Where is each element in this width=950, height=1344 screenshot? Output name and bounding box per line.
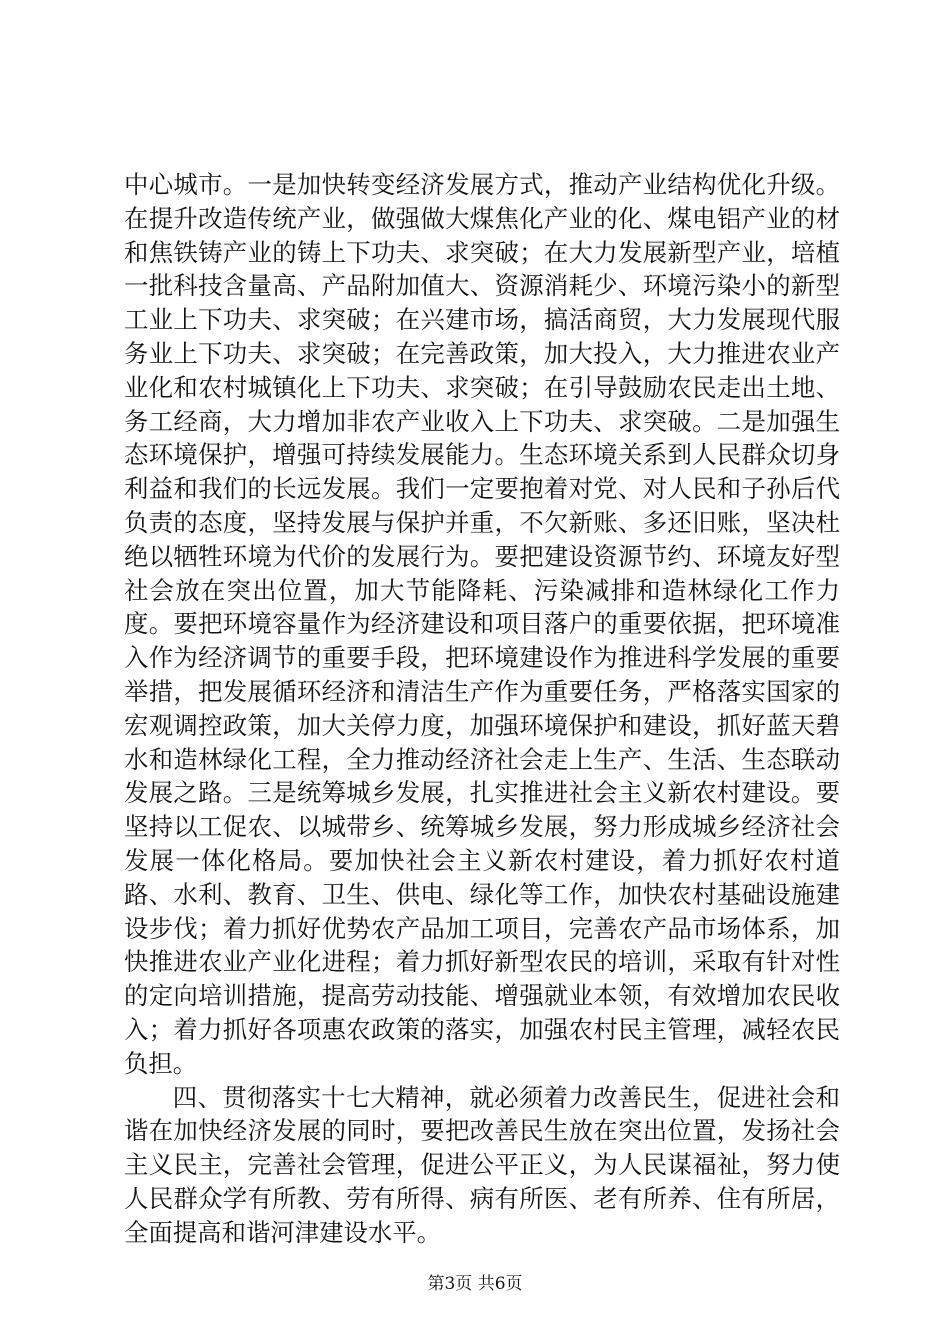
paragraph-2: 四、贯彻落实十七大精神，就必须着力改善民生，促进社会和谐在加快经济发展的同时，要把改善民生放在突出位置，发扬社会主义民主，完善社会管理，促进公平正义，为人民谋福祉，努力使人民群众学有所教、劳有所得、病有所医、老有所养、住有所居，全面提高和谐河津建设水平。: [124, 1082, 840, 1247]
document-body: [124, 168, 840, 1250]
page-number-footer: 第3页 共6页: [427, 1274, 523, 1294]
paragraph-1: 中心城市。一是加快转变经济发展方式，推动产业结构优化升级。在提升改造传统产业，做强做大煤焦化产业的化、煤电铝产业的材和焦铁铸产业的铸上下功夫、求突破；在大力发展新型产业，培植一批科技含量高、产品附加值大、资源消耗少、环境污染小的新型工业上下功夫、求突破；在兴建市场，搞活商贸，大力发展现代服务业上下功夫、求突破；在完善政策，加大投入，大力推进农业产业化和农村城镇化上下功夫、求突破；在引导鼓励农民走出土地、务工经商，大力增加非农产业收入上下功夫、求突破。二是加强生态环境保护，增强可持续发展能力。生态环境关系到人民群众切身利益和我们的长远发展。我们一定要抱着对党、对人民和子孙后代负责的态度，坚持发展与保护并重，不欠新账、多还旧账，坚决杜绝以牺牲环境为代价的发展行为。要把建设资源节约、环境友好型社会放在突出位置，加大节能降耗、污染减排和造林绿化工作力度。要把环境容量作为经济建设和项目落户的重要依据，把环境准入作为经济调节的重要手段，把环境建设作为推进科学发展的重要举措，把发展循环经济和清洁生产作为重要任务，严格落实国家的宏观调控政策，加大关停力度，加强环境保护和建设，抓好蓝天碧水和造林绿化工程，全力推动经济社会走上生产、生活、生态联动发展之路。三是统筹城乡发展，扎实推进社会主义新农村建设。要坚持以工促农、以城带乡、统筹城乡发展，努力形成城乡经济社会发展一体化格局。要加快社会主义新农村建设，着力抓好农村道路、水利、教育、卫生、供电、绿化等工作，加快农村基础设施建设步伐；着力抓好优势农产品加工项目，完善农产品市场体系，加快推进农业产业化进程；着力抓好新型农民的培训，采取有针对性的定向培训措施，提高劳动技能、增强就业本领，有效增加农民收入；着力抓好各项惠农政策的落实，加强农村民主管理，减轻农民负担。: [124, 170, 840, 1078]
